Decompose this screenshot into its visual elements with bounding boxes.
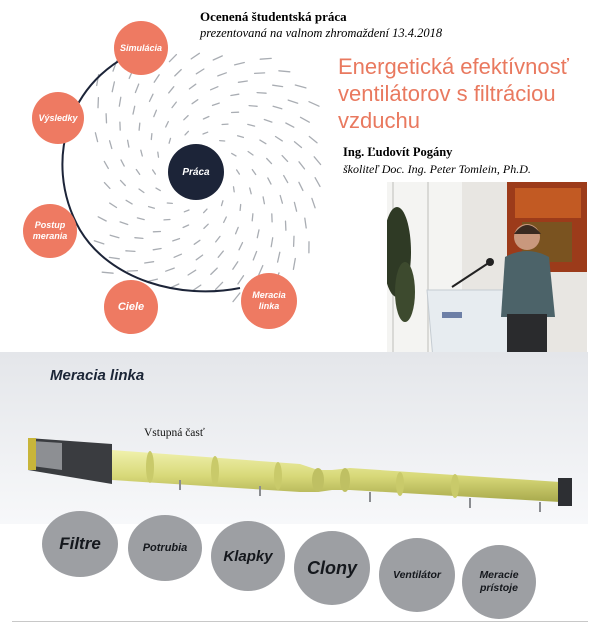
swirl-dash bbox=[305, 218, 306, 228]
work-cycle-diagram bbox=[0, 0, 330, 350]
swirl-dash bbox=[104, 183, 110, 189]
swirl-dash bbox=[121, 160, 124, 166]
stage-ciele bbox=[104, 280, 158, 334]
swirl-dash bbox=[299, 162, 305, 169]
swirl-dash bbox=[204, 209, 207, 213]
swirl-dash bbox=[238, 81, 247, 82]
swirl-dash bbox=[232, 153, 236, 156]
swirl-dash bbox=[128, 140, 129, 147]
swirl-dash bbox=[218, 73, 227, 76]
swirl-dash bbox=[189, 84, 195, 89]
swirl-dash bbox=[253, 252, 256, 260]
swirl-dash bbox=[235, 63, 245, 65]
swirl-dash bbox=[295, 142, 302, 148]
swirl-dash bbox=[248, 124, 255, 126]
swirl-dash bbox=[191, 53, 199, 59]
award-heading: Ocenená študentská práca bbox=[200, 9, 347, 24]
swirl-dash bbox=[233, 262, 238, 269]
swirl-dash bbox=[203, 117, 209, 120]
supervisor-name: školiteľ Doc. Ing. Peter Tomlein, Ph.D. bbox=[343, 162, 531, 176]
swirl-dash bbox=[109, 257, 119, 258]
swirl-dash bbox=[193, 285, 201, 291]
swirl-dash bbox=[238, 276, 244, 284]
main-title: Energetická efektívnosť ventilátorov s filtráciou vzduchu bbox=[338, 54, 569, 133]
swirl-dash bbox=[260, 58, 271, 59]
swirl-dash bbox=[110, 141, 112, 149]
swirl-dash bbox=[137, 218, 144, 220]
swirl-dash bbox=[263, 197, 264, 204]
swirl-dash bbox=[293, 259, 295, 270]
swirl-dash bbox=[166, 122, 169, 127]
swirl-dash bbox=[309, 102, 319, 107]
swirl-dash bbox=[169, 55, 176, 62]
swirl-dash bbox=[126, 251, 135, 252]
swirl-dash bbox=[234, 187, 235, 192]
swirl-dash bbox=[282, 156, 288, 162]
swirl-dash bbox=[121, 180, 126, 185]
swirl-dash bbox=[222, 201, 223, 206]
swirl-dash bbox=[169, 138, 170, 143]
swirl-dash bbox=[295, 85, 306, 88]
swirl-dash bbox=[301, 117, 310, 122]
swirl-dash bbox=[172, 102, 176, 108]
swirl-dash bbox=[174, 254, 181, 257]
swirl-dash bbox=[204, 224, 208, 228]
swirl-dash bbox=[139, 189, 144, 193]
swirl-dash bbox=[216, 236, 220, 242]
swirl-dash bbox=[95, 133, 97, 142]
swirl-dash bbox=[279, 71, 290, 72]
stage-vysledky bbox=[32, 92, 84, 144]
swirl-dash bbox=[127, 271, 137, 272]
swirl-dash bbox=[260, 140, 266, 144]
swirl-dash bbox=[252, 214, 253, 221]
author-name: Ing. Ľudovít Pogány bbox=[343, 145, 453, 159]
swirl-dash bbox=[196, 255, 202, 260]
swirl-dash bbox=[194, 240, 200, 244]
stage-label: Simulácia bbox=[119, 42, 163, 53]
swirl-dash bbox=[104, 161, 108, 168]
swirl-dash bbox=[314, 157, 320, 165]
swirl-dash bbox=[309, 137, 317, 143]
swirl-dash bbox=[211, 268, 217, 274]
category-ventilator bbox=[379, 538, 455, 612]
swirl-dash bbox=[154, 110, 157, 116]
swirl-dash bbox=[153, 249, 161, 250]
swirl-dash bbox=[102, 272, 113, 273]
swirl-dash bbox=[216, 282, 223, 289]
swirl-dash bbox=[126, 200, 132, 204]
swirl-dash bbox=[188, 270, 196, 275]
swirl-dash bbox=[149, 207, 155, 209]
swirl-dash bbox=[154, 75, 159, 82]
category-potrubia bbox=[128, 515, 202, 581]
swirl-dash bbox=[252, 170, 255, 175]
swirl-dash bbox=[184, 116, 188, 120]
swirl-dash bbox=[249, 106, 257, 107]
inlet-section-label: Vstupná časť bbox=[144, 427, 205, 439]
swirl-dash bbox=[156, 188, 160, 191]
swirl-dash bbox=[185, 131, 188, 135]
swirl-dash bbox=[110, 203, 117, 207]
swirl-dash bbox=[196, 69, 204, 74]
bottom-divider bbox=[12, 621, 588, 622]
swirl-dash bbox=[257, 93, 266, 94]
swirl-dash bbox=[264, 120, 272, 123]
swirl-dash bbox=[135, 238, 143, 239]
swirl-dash bbox=[213, 56, 222, 60]
swirl-dash bbox=[273, 106, 282, 109]
swirl-dash bbox=[236, 227, 239, 233]
swirl-dash bbox=[288, 100, 298, 103]
stage-postup-merania bbox=[23, 204, 77, 258]
swirl-dash bbox=[233, 293, 240, 302]
swirl-dash bbox=[268, 178, 271, 184]
swirl-dash bbox=[224, 217, 227, 222]
center-label: Práca bbox=[182, 166, 210, 178]
category-klapky bbox=[211, 521, 285, 591]
swirl-dash bbox=[213, 103, 220, 105]
stage-simulacia bbox=[114, 21, 168, 75]
swirl-dash bbox=[237, 170, 240, 174]
swirl-dash bbox=[286, 123, 294, 127]
swirl-dash bbox=[192, 100, 198, 104]
stage-label: Postup merania bbox=[32, 220, 68, 241]
swirl-dash bbox=[211, 87, 218, 90]
stage-meracia-linka bbox=[241, 273, 297, 329]
render-title: Meracia linka bbox=[50, 367, 145, 384]
presentation-note: prezentovaná na valnom zhromaždení 13.4.2018 bbox=[200, 26, 443, 40]
swirl-dash bbox=[135, 84, 138, 92]
swirl-dash bbox=[203, 132, 208, 134]
swirl-dash bbox=[110, 235, 119, 238]
swirl-dash bbox=[271, 238, 273, 247]
swirl-dash bbox=[120, 222, 128, 225]
swirl-dash bbox=[250, 188, 252, 194]
swirl-dash bbox=[153, 170, 156, 174]
swirl-dash bbox=[94, 241, 104, 244]
category-label: Ventilátor bbox=[392, 569, 442, 581]
category-meracie-pristoje bbox=[462, 545, 536, 619]
swirl-dash bbox=[166, 268, 175, 271]
swirl-dash bbox=[175, 70, 181, 76]
swirl-dash bbox=[148, 279, 158, 281]
swirl-dash bbox=[315, 178, 320, 187]
center-node-praca bbox=[168, 144, 224, 200]
category-label: Filtre bbox=[59, 534, 101, 553]
category-label: Meracie prístoje bbox=[479, 569, 519, 594]
swirl-dash bbox=[267, 159, 272, 164]
swirl-dash bbox=[98, 217, 106, 221]
stage-label: Ciele bbox=[117, 300, 145, 313]
swirl-dash bbox=[257, 230, 259, 238]
swirl-dash bbox=[184, 210, 189, 212]
swirl-dash bbox=[238, 136, 244, 138]
swirl-dash bbox=[151, 134, 152, 140]
swirl-dash bbox=[112, 82, 114, 92]
swirl-dash bbox=[119, 97, 121, 106]
swirl-dash bbox=[133, 106, 135, 114]
swirl-dash bbox=[276, 137, 283, 141]
category-filtre bbox=[42, 511, 118, 577]
swirl-dash bbox=[294, 202, 296, 211]
category-label: Klapky bbox=[223, 547, 273, 565]
swirl-dash bbox=[173, 239, 180, 241]
swirl-dash bbox=[136, 170, 139, 175]
category-label: Potrubia bbox=[142, 542, 188, 554]
swirl-dash bbox=[280, 196, 282, 204]
swirl-dash bbox=[273, 85, 283, 86]
swirl-dash bbox=[284, 176, 288, 183]
category-label: Clony bbox=[306, 557, 357, 578]
swirl-dash bbox=[158, 152, 159, 157]
swirl-dash bbox=[240, 205, 241, 211]
swirl-dash bbox=[183, 225, 189, 228]
swirl-dash bbox=[150, 94, 154, 101]
swirl-dash bbox=[248, 152, 253, 156]
category-clony bbox=[294, 531, 370, 605]
swirl-dash bbox=[255, 73, 265, 74]
swirl-dash bbox=[278, 252, 280, 262]
swirl-dash bbox=[141, 150, 143, 156]
swirl-dash bbox=[299, 182, 303, 190]
swirl-dash bbox=[239, 243, 243, 250]
swirl-dash bbox=[169, 87, 174, 93]
swirl-dash bbox=[139, 123, 140, 130]
swirl-dash bbox=[312, 198, 315, 207]
swirl-dash bbox=[218, 251, 223, 257]
swirl-dash bbox=[231, 94, 239, 95]
stage-label: Meracia linka bbox=[252, 290, 286, 311]
swirl-dash bbox=[145, 262, 154, 263]
stage-label: Výsledky bbox=[38, 112, 78, 123]
